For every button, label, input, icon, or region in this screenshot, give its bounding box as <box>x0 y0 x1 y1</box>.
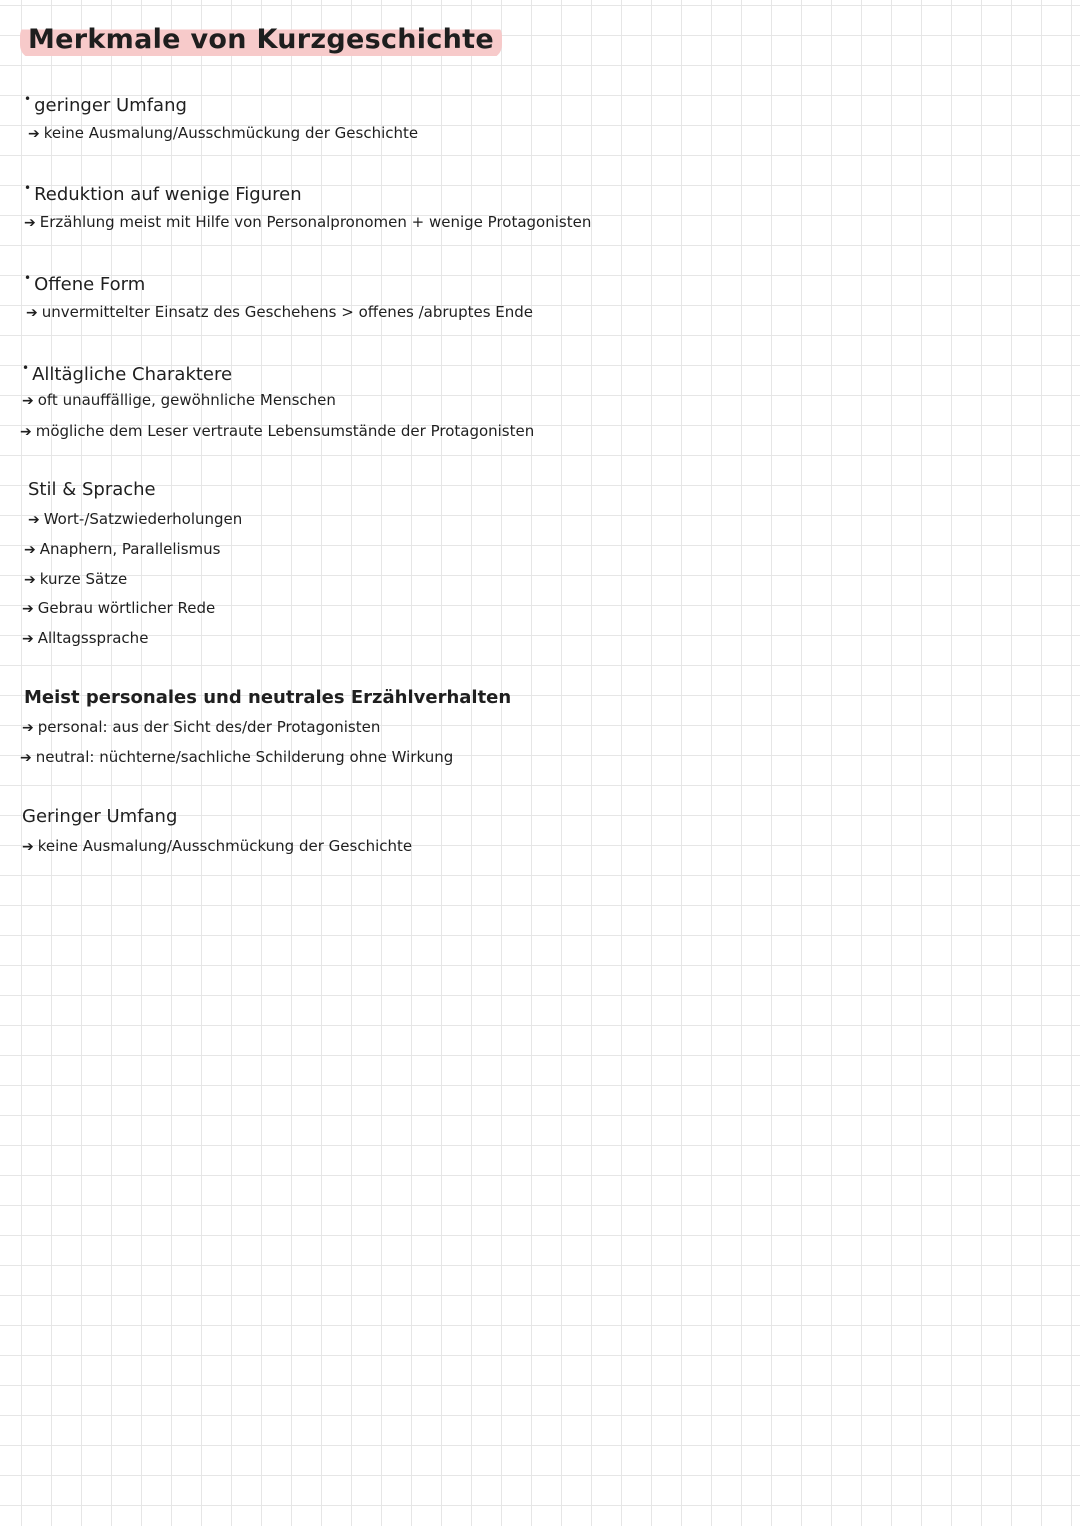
arrow-icon: ➔ <box>26 305 38 321</box>
section-line <box>22 599 215 617</box>
section-line-text: neutral: nüchterne/sachliche Schilderung ohne Wirkung <box>35 748 454 766</box>
arrow-icon: ➔ <box>20 750 32 766</box>
section-line <box>24 570 127 588</box>
section-line-text: Erzählung meist mit Hilfe von Personalpronomen + wenige Protagonisten <box>39 213 592 231</box>
arrow-icon: ➔ <box>22 720 34 736</box>
section-line <box>24 213 591 231</box>
section-line-text: Alltagssprache <box>37 629 149 647</box>
section-line-text: oft unauffällige, gewöhnliche Menschen <box>37 391 336 409</box>
section-heading <box>24 687 511 708</box>
arrow-icon: ➔ <box>22 393 34 409</box>
page-title: Merkmale von Kurzgeschichte <box>20 22 502 59</box>
section-heading-text: geringer Umfang <box>34 95 187 116</box>
section-heading-text: Alltägliche Charaktere <box>32 364 233 385</box>
section-line-text: Wort-/Satzwiederholungen <box>43 510 243 528</box>
arrow-icon: ➔ <box>24 215 36 231</box>
section-line <box>22 837 412 855</box>
section-heading <box>28 479 156 500</box>
arrow-icon: ➔ <box>24 572 36 588</box>
bullet-icon: • <box>24 181 32 195</box>
bullet-icon: • <box>24 92 32 106</box>
arrow-icon: ➔ <box>22 839 34 855</box>
section-line <box>20 422 534 440</box>
section-heading <box>24 92 187 116</box>
section-line-text: kurze Sätze <box>39 570 128 588</box>
section-heading <box>24 181 302 205</box>
arrow-icon: ➔ <box>22 631 34 647</box>
section-heading-text: Geringer Umfang <box>22 806 178 827</box>
section-line <box>20 748 453 766</box>
section-line <box>28 510 242 528</box>
bullet-icon: • <box>24 271 32 285</box>
section-line-text: Anaphern, Parallelismus <box>39 540 221 558</box>
section-line-text: mögliche dem Leser vertraute Lebensumstände der Protagonisten <box>35 422 535 440</box>
arrow-icon: ➔ <box>28 512 40 528</box>
section-line <box>28 124 418 142</box>
section-line-text: Gebrau wörtlicher Rede <box>37 599 216 617</box>
section-heading <box>22 806 177 827</box>
arrow-icon: ➔ <box>24 542 36 558</box>
arrow-icon: ➔ <box>20 424 32 440</box>
section-line-text: keine Ausmalung/Ausschmückung der Geschichte <box>37 837 413 855</box>
section-line <box>24 540 220 558</box>
section-heading <box>22 361 232 385</box>
section-heading-text: Offene Form <box>34 274 146 295</box>
section-line-text: personal: aus der Sicht des/der Protagonisten <box>37 718 381 736</box>
section-heading <box>24 271 145 295</box>
section-line <box>22 718 380 736</box>
bullet-icon: • <box>22 361 30 375</box>
section-line <box>22 629 148 647</box>
section-heading-text: Reduktion auf wenige Figuren <box>34 184 302 205</box>
section-heading-text: Meist personales und neutrales Erzählverhalten <box>24 687 512 708</box>
arrow-icon: ➔ <box>28 126 40 142</box>
section-line <box>26 303 533 321</box>
section-heading-text: Stil & Sprache <box>28 479 156 500</box>
section-line <box>22 391 336 409</box>
arrow-icon: ➔ <box>22 601 34 617</box>
section-line-text: keine Ausmalung/Ausschmückung der Geschichte <box>43 124 419 142</box>
section-line-text: unvermittelter Einsatz des Geschehens > offenes /abruptes Ende <box>41 303 534 321</box>
